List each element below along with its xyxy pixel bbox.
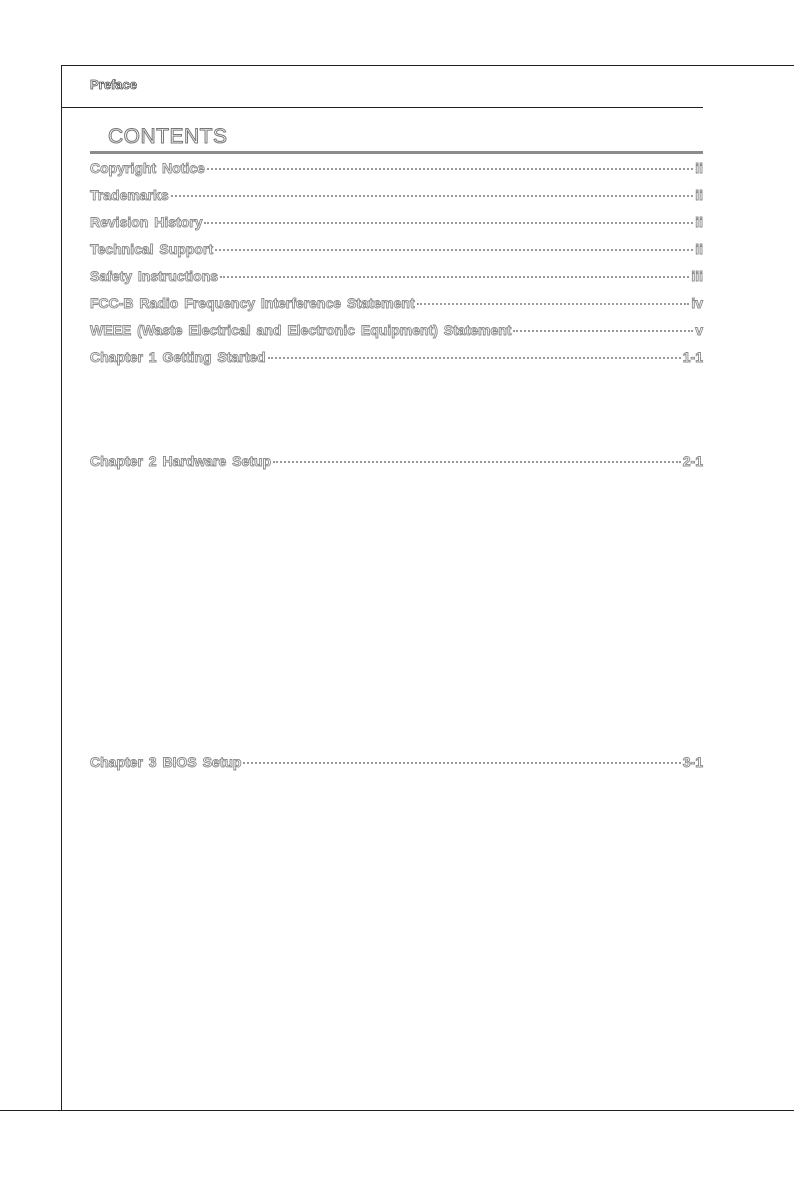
toc-entry-page: ii <box>695 214 703 230</box>
toc-leader-dots <box>273 460 681 463</box>
toc-leader-dots <box>207 167 693 170</box>
contents-rule <box>90 151 703 154</box>
toc-entry-page: ii <box>695 241 703 257</box>
contents-title: CONTENTS <box>108 125 228 148</box>
toc-entry-title: Chapter 1 Getting Started <box>90 349 266 365</box>
toc-entry-safety-instructions[interactable] <box>90 268 703 288</box>
toc-entry-page: 3-1 <box>682 754 703 770</box>
toc-leader-dots <box>215 248 693 251</box>
frame-left-line <box>61 65 62 1111</box>
toc-entry-chapter-3[interactable] <box>90 754 703 774</box>
toc-leader-dots <box>513 329 693 332</box>
frame-bottom-line <box>0 1110 794 1111</box>
toc-entry-page: iv <box>691 295 703 311</box>
toc-entry-title: Safety Instructions <box>90 268 219 284</box>
header-rule <box>62 107 703 108</box>
toc-entry-weee-statement[interactable] <box>90 322 703 342</box>
toc-entry-title: Trademarks <box>90 187 169 203</box>
toc-entry-fcc-statement[interactable] <box>90 295 703 315</box>
toc-entry-title: Chapter 3 BIOS Setup <box>90 754 242 770</box>
toc-entry-title: WEEE (Waste Electrical and Electronic Equipment) Statement <box>90 322 512 338</box>
toc-entry-revision-history[interactable] <box>90 214 703 234</box>
toc-entry-title: Technical Support <box>90 241 214 257</box>
frame-top-line <box>61 65 794 66</box>
toc-entry-title: Revision History <box>90 214 203 230</box>
toc-leader-dots <box>268 356 681 359</box>
toc-leader-dots <box>220 275 689 278</box>
toc-entry-technical-support[interactable] <box>90 241 703 261</box>
toc-entry-copyright[interactable] <box>90 160 703 180</box>
toc-leader-dots <box>243 761 680 764</box>
toc-entry-title: Copyright Notice <box>90 160 205 176</box>
toc-entry-page: 1-1 <box>682 349 703 365</box>
toc-leader-dots <box>204 221 693 224</box>
toc-entry-chapter-1[interactable] <box>90 349 703 369</box>
toc-leader-dots <box>171 194 694 197</box>
toc-entry-page: iii <box>691 268 703 284</box>
toc-entry-title: Chapter 2 Hardware Setup <box>90 453 272 469</box>
toc-entry-page: v <box>695 322 703 338</box>
section-header: Preface <box>90 77 137 92</box>
toc-leader-dots <box>417 302 690 305</box>
toc-entry-page: ii <box>695 187 703 203</box>
toc-entry-chapter-2[interactable] <box>90 453 703 473</box>
toc-entry-title: FCC-B Radio Frequency Interference Statement <box>90 295 415 311</box>
toc-entry-page: ii <box>695 160 703 176</box>
toc-entry-trademarks[interactable] <box>90 187 703 207</box>
toc-entry-page: 2-1 <box>682 453 703 469</box>
